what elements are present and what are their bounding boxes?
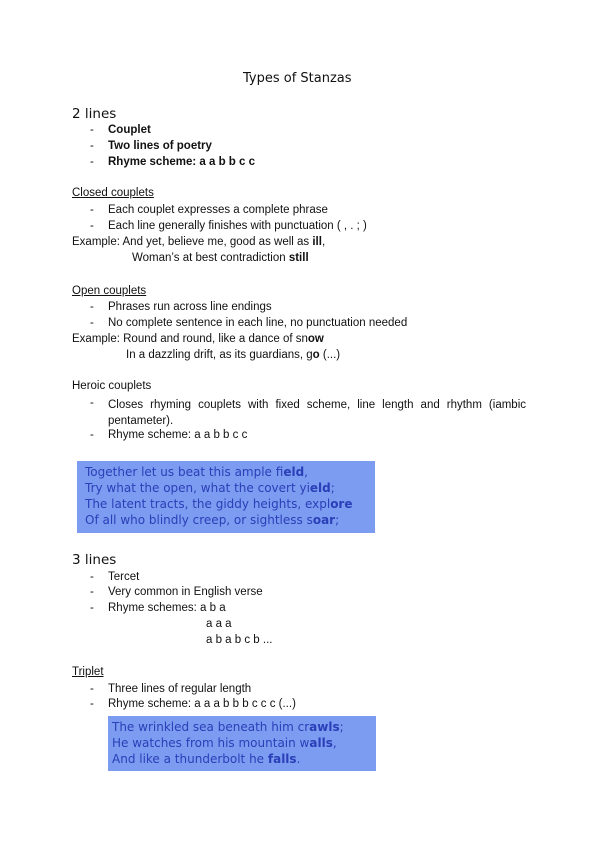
list-item: Each line generally finishes with punctuation ( , . ; ) <box>108 220 367 232</box>
list-dash: - <box>90 571 94 583</box>
example-line: Example: Round and round, like a dance of snow <box>72 333 324 345</box>
list-item: Rhyme scheme: a a a b b b c c c (...) <box>108 698 296 710</box>
subheading-closed-couplets: Closed couplets <box>72 187 154 199</box>
subheading-triplet: Triplet <box>72 666 104 678</box>
list-dash: - <box>90 204 94 216</box>
list-dash: - <box>90 140 94 152</box>
list-item: Tercet <box>108 571 140 583</box>
list-dash: - <box>90 429 94 441</box>
poem-highlight-box <box>77 461 375 533</box>
poem-line: Together let us beat this ample field, <box>85 465 308 479</box>
poem-line: Of all who blindly creep, or sightless soar; <box>85 513 340 527</box>
list-dash: - <box>90 683 94 695</box>
rhyme-scheme-extra: a b a b c b ... <box>206 634 273 646</box>
list-dash: - <box>90 586 94 598</box>
list-dash: - <box>90 220 94 232</box>
list-item: Two lines of poetry <box>108 140 212 152</box>
list-dash: - <box>90 124 94 136</box>
poem-line: The latent tracts, the giddy heights, explore <box>85 497 353 511</box>
poem-highlight-box <box>108 716 376 771</box>
list-item: Rhyme scheme: a a b b c c <box>108 429 248 441</box>
section-heading-2-lines: 2 lines <box>72 106 117 122</box>
poem-line: He watches from his mountain walls, <box>112 736 337 750</box>
list-dash: - <box>90 156 94 168</box>
list-item: Three lines of regular length <box>108 683 252 695</box>
list-item: Phrases run across line endings <box>108 301 272 313</box>
list-item: No complete sentence in each line, no punctuation needed <box>108 317 408 329</box>
example-line: Woman’s at best contradiction still <box>132 252 309 264</box>
list-item: Very common in English verse <box>108 586 263 598</box>
list-dash: - <box>90 301 94 313</box>
example-line: Example: And yet, believe me, good as well as ill, <box>72 236 326 248</box>
poem-line: And like a thunderbolt he falls. <box>112 752 301 766</box>
page-title: Types of Stanzas <box>243 71 352 86</box>
subheading-heroic-couplets: Heroic couplets <box>72 380 152 392</box>
list-item: Couplet <box>108 124 151 136</box>
list-item: Rhyme schemes: a b a <box>108 602 226 614</box>
list-dash: - <box>90 602 94 614</box>
poem-line: The wrinkled sea beneath him crawls; <box>112 720 344 734</box>
list-item: Each couplet expresses a complete phrase <box>108 204 328 216</box>
section-heading-3-lines: 3 lines <box>72 552 117 568</box>
subheading-open-couplets: Open couplets <box>72 285 147 297</box>
poem-line: Try what the open, what the covert yield; <box>85 481 335 495</box>
rhyme-scheme-extra: a a a <box>206 618 232 630</box>
list-dash: - <box>90 317 94 329</box>
list-item: Rhyme scheme: a a b b c c <box>108 156 256 168</box>
list-dash: - <box>90 698 94 710</box>
list-dash: - <box>90 397 94 409</box>
example-line: In a dazzling drift, as its guardians, go (...) <box>126 349 341 361</box>
list-item: Closes rhyming couplets with fixed scheme, line length and rhythm (iambic pentameter). <box>108 399 526 427</box>
